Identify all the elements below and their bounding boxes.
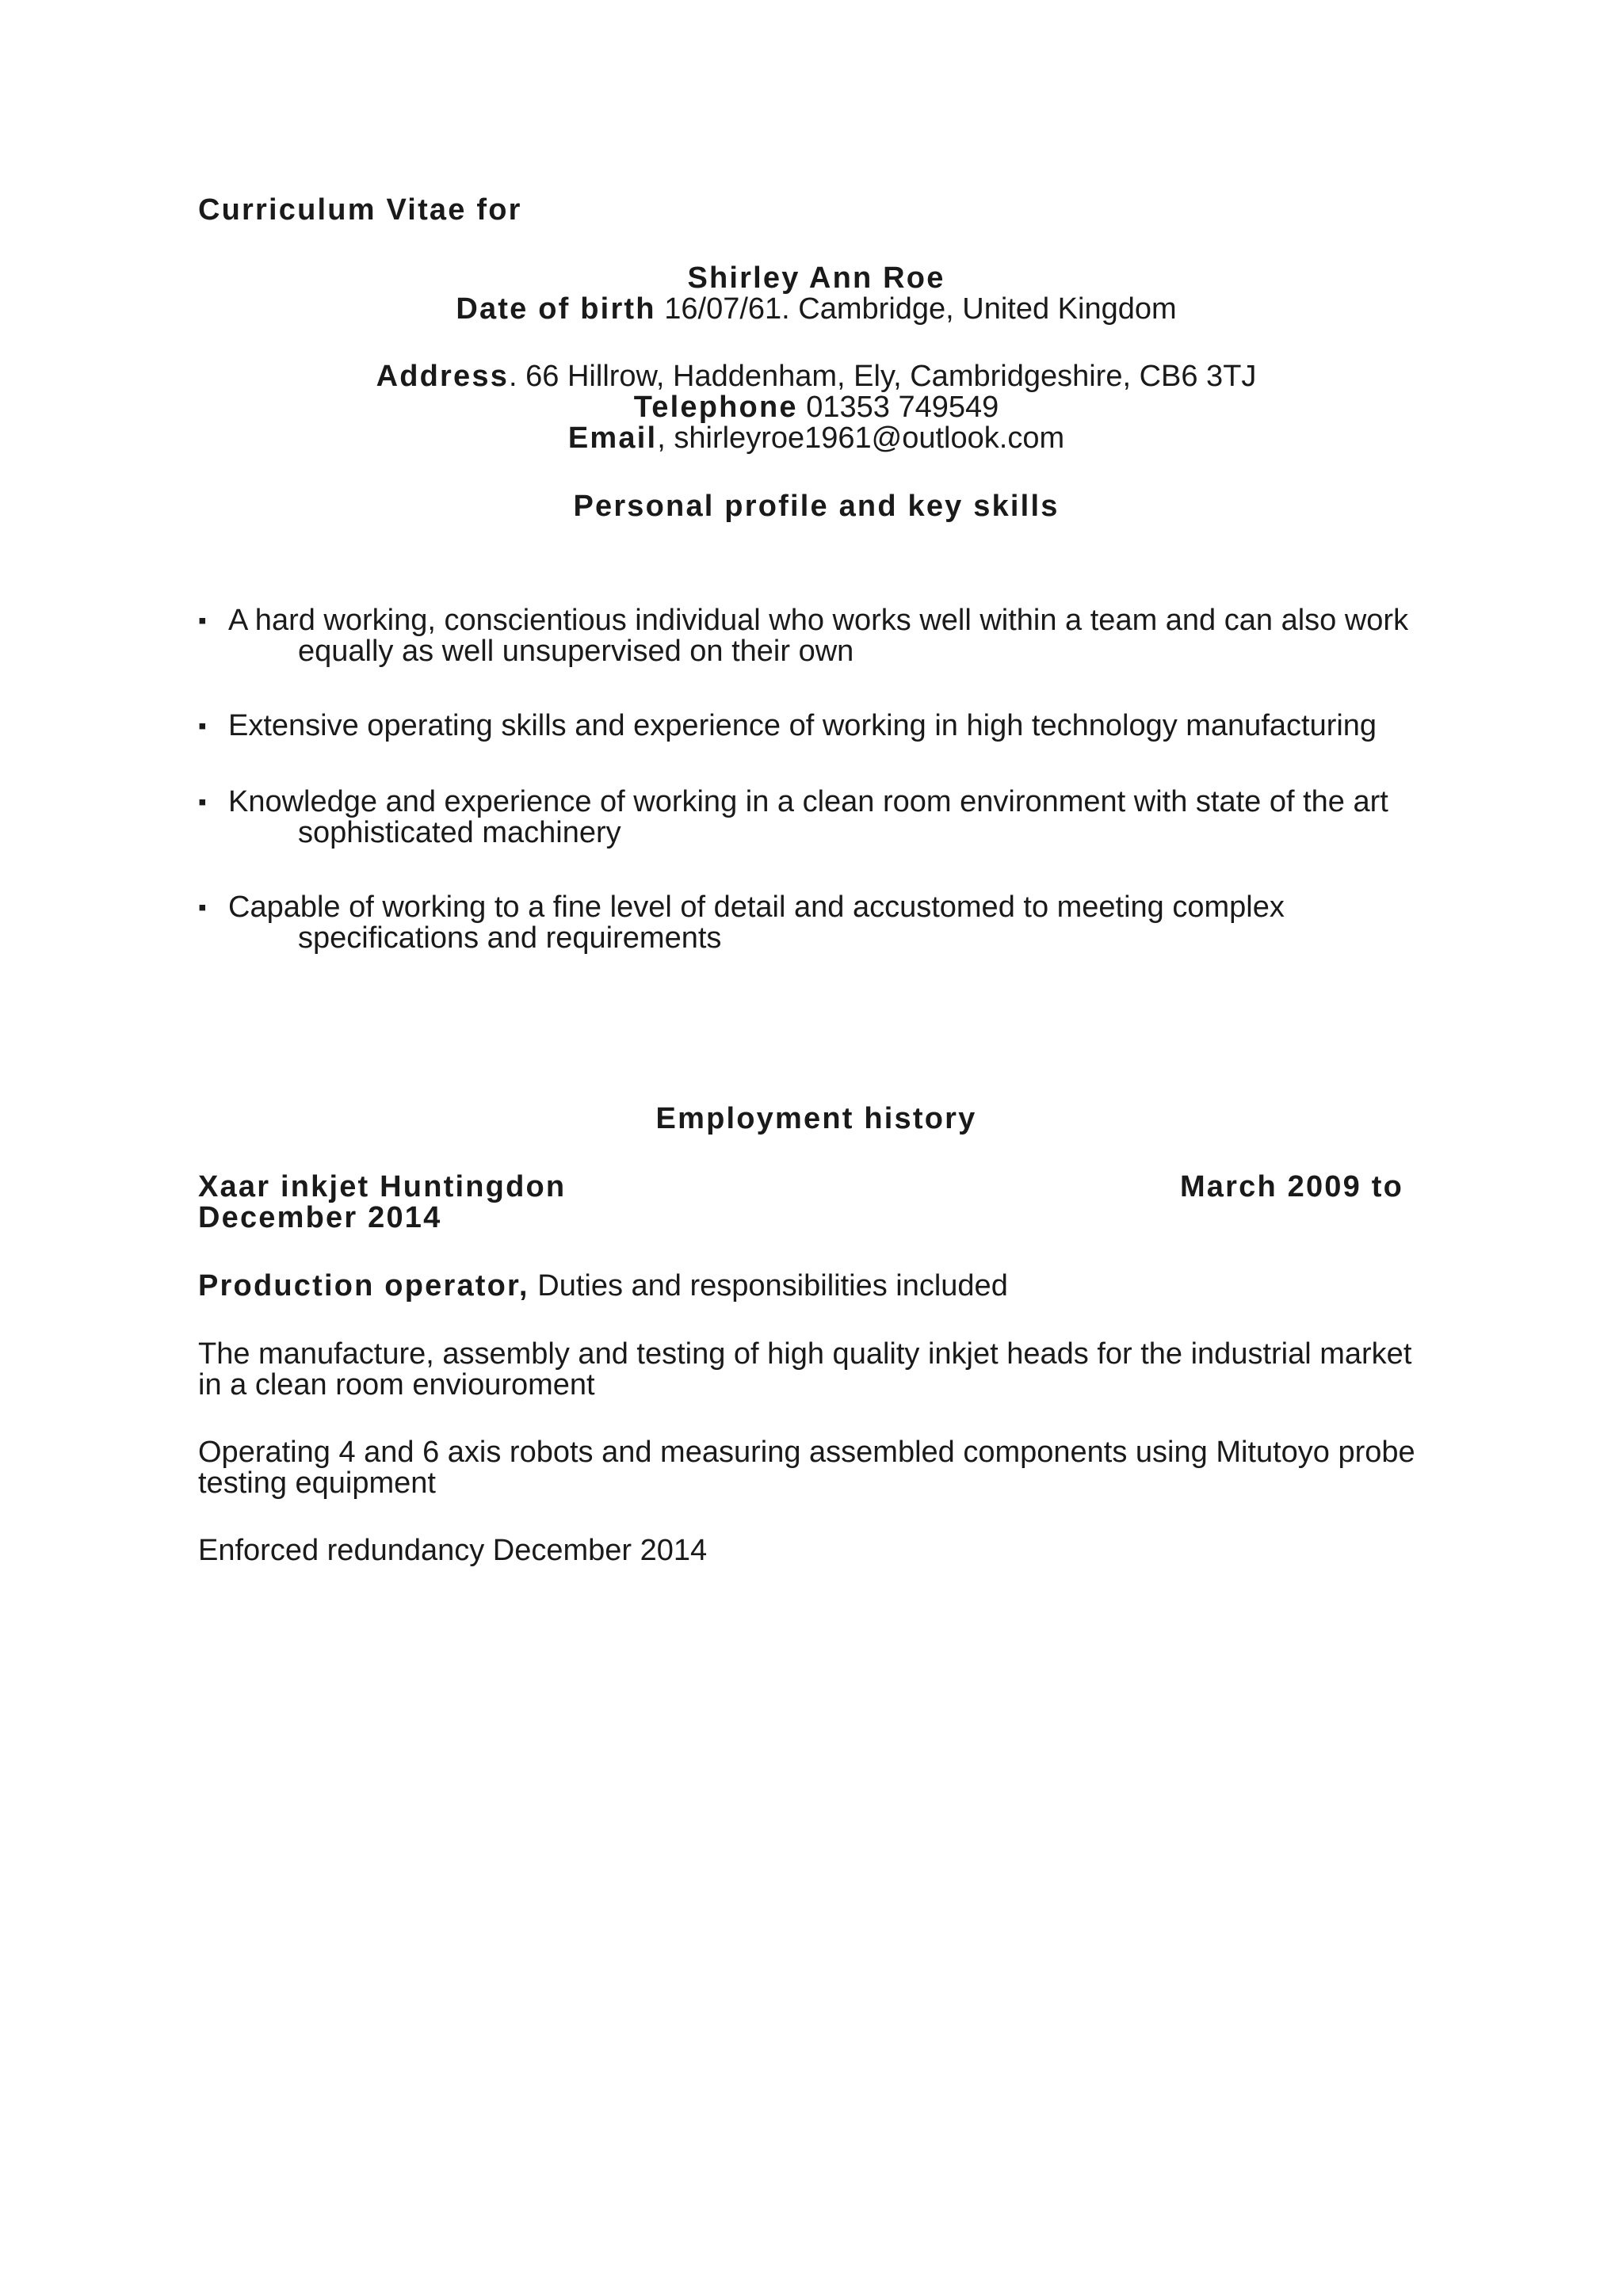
profile-heading: Personal profile and key skills: [573, 490, 1060, 523]
email-line: [198, 423, 1434, 454]
profile-item-line: A hard working, conscientious individual who works well within a team and can also work: [228, 604, 1409, 637]
duty-paragraph: [198, 1535, 707, 1566]
bullet-icon: ▪: [198, 713, 207, 739]
employer-name: Xaar inkjet Huntingdon: [198, 1170, 567, 1203]
role-line: [198, 1271, 1008, 1302]
role-description: Duties and responsibilities included: [529, 1269, 1008, 1302]
profile-item-line: Extensive operating skills and experience of working in high technology manufacturing: [228, 709, 1377, 742]
duty-paragraph: [198, 1339, 1411, 1401]
duty-paragraph: [198, 1437, 1415, 1499]
duty-line: testing equipment: [198, 1466, 436, 1500]
dob-value: 16/07/61. Cambridge, United Kingdom: [655, 292, 1177, 326]
profile-item: [228, 892, 1285, 954]
email-value: , shirleyroe1961@outlook.com: [657, 421, 1065, 455]
duty-line: in a clean room enviouroment: [198, 1368, 595, 1402]
telephone-label: Telephone: [633, 391, 798, 424]
employment-heading: Employment history: [655, 1102, 977, 1135]
profile-item: [228, 711, 1377, 742]
candidate-name: Shirley Ann Roe: [687, 261, 945, 295]
address-label: Address: [376, 360, 510, 393]
bullet-icon: ▪: [198, 789, 207, 815]
employment-dates-end: December 2014: [198, 1201, 442, 1234]
profile-item: [228, 787, 1388, 849]
telephone-value: 01353 749549: [797, 391, 999, 424]
duty-line: Operating 4 and 6 axis robots and measuring assembled components using Mitutoyo probe: [198, 1436, 1415, 1469]
employment-dates-start: March 2009 to: [1179, 1170, 1403, 1203]
duty-line: The manufacture, assembly and testing of high quality inkjet heads for the industrial market: [198, 1337, 1412, 1371]
dob-line: [198, 294, 1434, 325]
address-value: . 66 Hillrow, Haddenham, Ely, Cambridgeshire, CB6 3TJ: [509, 360, 1257, 393]
address-line: [198, 361, 1434, 392]
profile-item-line: equally as well unsupervised on their own: [298, 635, 854, 668]
profile-item-line: Capable of working to a fine level of detail and accustomed to meeting complex: [228, 891, 1285, 924]
cv-for-heading: Curriculum Vitae for: [198, 193, 522, 227]
dob-label: Date of birth: [456, 292, 656, 326]
profile-item: [228, 605, 1408, 667]
email-label: Email: [567, 421, 658, 455]
profile-item-line: specifications and requirements: [298, 921, 722, 955]
telephone-line: [198, 392, 1434, 423]
duty-line: Enforced redundancy December 2014: [198, 1534, 708, 1567]
role-label: Production operator,: [198, 1269, 529, 1302]
bullet-icon: ▪: [198, 608, 207, 634]
profile-item-line: sophisticated machinery: [298, 816, 621, 849]
bullet-icon: ▪: [198, 894, 207, 921]
profile-item-line: Knowledge and experience of working in a clean room environment with state of the art: [228, 785, 1388, 818]
